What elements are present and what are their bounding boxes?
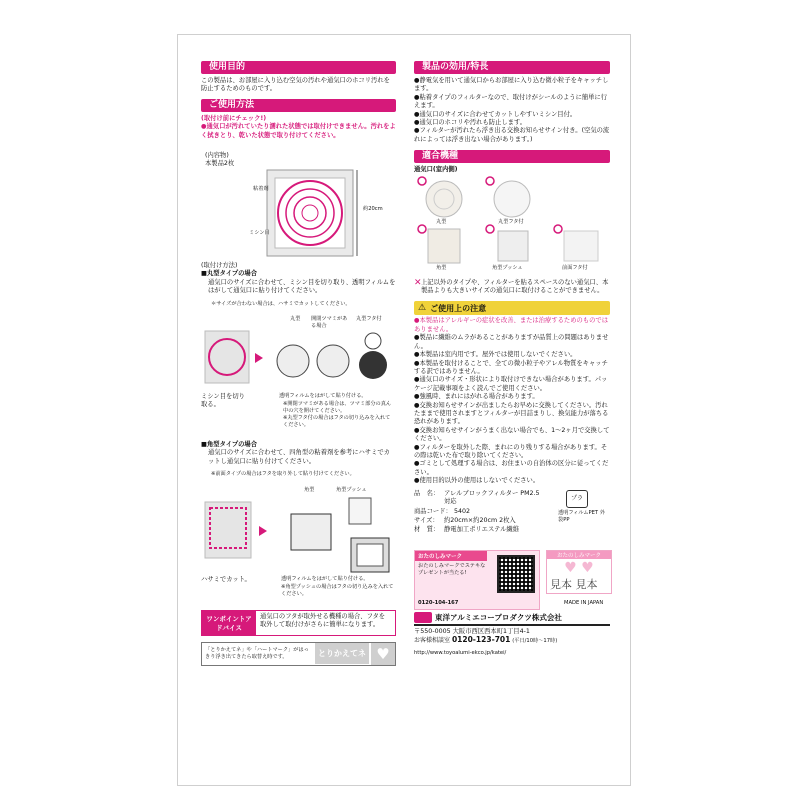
promo-title: おたのしみマーク xyxy=(415,551,487,561)
caution-item: ●通気口のサイズ・形状により取付けできない場合があります。パッケージ記載事項をよく読んでご使用ください。 xyxy=(414,376,608,392)
spec-size-label: サイズ： xyxy=(414,516,439,524)
round-cut-caption: ミシン目を切り取る。 xyxy=(201,393,245,409)
phone-number: 0120-123-701 xyxy=(451,635,511,644)
spec-material-value: 静電加工ポリエステル繊維 xyxy=(444,525,519,533)
tip-label: ワンポイントアドバイス xyxy=(202,611,256,635)
phone-row xyxy=(414,636,610,645)
replace-box xyxy=(201,642,396,666)
round-note3: ※丸型フタ付の場合はフタの切り込みを入れてください。 xyxy=(283,415,391,429)
caution-item: ●本製品を取付けることで、全ての微小粒子やアレル物質をキャッチする訳ではありません。 xyxy=(414,359,608,375)
caution-item: ●製品に繊維のムラがあることがありますが品質上の問題はありません。 xyxy=(414,334,609,350)
features-heading: 製品の効用/特長 xyxy=(414,61,610,74)
feature-item: ●通気口のサイズに合わせてカットしやすいミシン目付。 xyxy=(414,110,577,118)
cross-icon: ✕ xyxy=(414,277,422,288)
feature-item: ●粘着タイプのフィルターなので、取付けがシールのように簡単に行えます。 xyxy=(414,93,608,110)
precheck-label: (取付け前にチェック!) xyxy=(201,114,267,122)
compat-ng xyxy=(414,279,610,296)
purpose-heading: 使用目的 xyxy=(201,61,396,74)
square-film-caption: 透明フィルムをはがして貼り付ける。 xyxy=(281,575,369,582)
square-note: ※前面タイプの場合はフタを取り外して貼り付けてください。 xyxy=(211,471,355,478)
install-label: (取付け方法) xyxy=(201,262,238,270)
square-title: ■角型タイプの場合 xyxy=(201,441,258,449)
caution-list xyxy=(414,317,610,485)
company-logo-icon xyxy=(414,612,432,623)
spec-code-label: 商品コード： xyxy=(414,507,452,515)
tip-box xyxy=(201,610,396,636)
caution-header xyxy=(414,301,610,315)
compat-heading: 適合機種 xyxy=(414,150,610,163)
square-body: 通気口のサイズに合わせて、四角型の粘着剤を参考にハサミでカットし通気口に貼り付けてください。 xyxy=(208,449,390,465)
feature-item: ●通気口のホコリや汚れも防止します。 xyxy=(414,119,527,127)
vent-label: 丸型 xyxy=(436,218,447,225)
square-type1: 角型 xyxy=(304,486,315,493)
square-note2: ※角型プッシュの場合はフタの切り込みを入れてください。 xyxy=(281,583,394,597)
recycle-mark-icon: プラ xyxy=(566,490,588,508)
tip-body: 通気口のフタが取外せる機種の場合、フタを取外して取付けがさらに簡単になります。 xyxy=(260,612,386,629)
caution-item: ●交換お知らせサインがうまく出ない場合でも、1～2ヶ月で交換してください。 xyxy=(414,426,610,443)
spec-material-label: 材 質： xyxy=(414,525,440,533)
feature-item: ●フィルターが汚れたら浮き出る交換お知らせサイン付き。(空気の流れによっては浮き出ない場合があります。) xyxy=(414,127,610,143)
qr-code xyxy=(497,555,535,593)
howto-heading: ご使用方法 xyxy=(201,99,396,112)
filter-sheet-illustration xyxy=(249,162,365,258)
round-steps-illustration xyxy=(201,325,396,395)
company-row xyxy=(414,612,610,626)
company-name: 東洋アルミエコープロダクツ株式会社 xyxy=(435,612,562,622)
spec-code-value: 5402 xyxy=(454,507,471,515)
promo-box xyxy=(414,550,540,610)
caution-heading: ご使用上の注意 xyxy=(430,303,487,313)
recycle-label: 透明フィルムPET 外袋PP xyxy=(558,509,605,523)
company-address: 〒550-0005 大阪市西区西本町1丁目4-1 xyxy=(414,627,530,635)
vent-label: 角型 xyxy=(436,264,447,271)
caution-item: ●強風時、まれにはがれる場合があります。 xyxy=(414,393,539,401)
heart-icon: ♥ ♥ xyxy=(564,559,594,576)
caution-item: ●使用目的以外の使用はしないでください。 xyxy=(414,477,540,485)
round-illustrations xyxy=(201,313,396,433)
phone-label: お客様相談室 xyxy=(414,637,451,644)
adhesive-label: 粘着剤 xyxy=(253,186,269,193)
square-type2: 角型プッシュ xyxy=(336,486,367,493)
spec-name-label: 品 名： xyxy=(414,489,440,497)
square-steps-illustration xyxy=(201,494,396,574)
product-back-label xyxy=(177,34,631,786)
contents-diagram xyxy=(201,150,396,258)
replace-badge: とりかえてネ xyxy=(315,643,369,664)
round-film-caption: 透明フィルムをはがして貼り付ける。 xyxy=(279,393,367,400)
warning-icon: ⚠ xyxy=(418,303,427,314)
feature-item: ●静電気を用いて通気口からお部屋に入り込む微小粒子をキャッチします。 xyxy=(414,77,609,93)
caution-item: ●ゴミとして処理する場合は、お住まいの自治体の区分に従ってください。 xyxy=(414,460,609,476)
made-in: MADE IN JAPAN xyxy=(564,599,604,606)
promo-phone: 0120-104-167 xyxy=(418,599,459,606)
replace-text: 「とりかえてネ」や「ハートマーク」がはっきり浮き出てきたら取替え時です。 xyxy=(205,646,309,660)
round-type2: 開閉ツマミがある場合 xyxy=(311,316,348,330)
purpose-body: この製品は、お部屋に入り込む空気の汚れや通気口のホコリ汚れを防止するためのものです。 xyxy=(201,77,390,93)
vent-label: 丸型フタ付 xyxy=(498,218,524,225)
square-cut-caption: ハサミでカット。 xyxy=(201,575,251,583)
caution-item: ●本製品は室内用です。屋外では使用しないでください。 xyxy=(414,351,577,359)
size-label: 約20cm xyxy=(363,206,383,213)
round-note: ＊サイズが合わない場合は、ハサミでカットしてください。 xyxy=(211,300,351,307)
round-body: 通気口のサイズに合わせて、ミシン目を切り取り、透明フィルムをはがして通気口に貼り付けてください。 xyxy=(208,278,396,295)
heart-icon: ♥ xyxy=(371,643,395,665)
right-column xyxy=(414,61,610,662)
contents-label: (内容物) xyxy=(205,152,229,160)
round-title: ■丸型タイプの場合 xyxy=(201,270,258,278)
contents-value: 本製品2枚 xyxy=(205,160,235,168)
phone-hours: (平日/10時～17時) xyxy=(512,638,558,644)
mihon-stamp: 見本 見本 xyxy=(550,577,598,591)
spec-size-value: 約20cm×約20cm 2枚入 xyxy=(444,516,516,524)
spec-table xyxy=(414,490,610,546)
vent-label: 前面フタ付 xyxy=(562,264,588,271)
otanoshimi-label: おたのしみマーク xyxy=(547,551,611,559)
promo-sub: おたのしみマークでステキなプレゼントが当たる! xyxy=(418,562,486,576)
left-column xyxy=(201,61,396,666)
spec-name-value: アレルブロックフィルター PM2.5対応 xyxy=(444,489,540,505)
caution-item: ●本製品はアレルギーの症状を改善、または治療するためのものではありません。 xyxy=(414,317,608,333)
perforation-label: ミシン目 xyxy=(249,230,270,237)
round-type3: 丸型フタ付 xyxy=(356,316,382,323)
promo-area xyxy=(414,550,610,612)
compat-ng-text: 上記以外のタイプや、フィルターを貼るスペースのない通気口、本製品よりも大きいサイズの通気口に取付けることができません。 xyxy=(421,278,609,295)
round-note2: ※開閉ツマミがある場合は、ツマミ部分の真ん中の穴を開けてください。 xyxy=(283,401,392,415)
caution-item: ●フィルターを取外した際、まれにのり残りする場合があります。その際は乾いた布で取り除いてください。 xyxy=(414,443,608,459)
compat-sub: 通気口(室内側) xyxy=(414,166,458,174)
caution-item: ●交換お知らせサインが出ましたらお早めに交換してください。汚れたままで使用されますとフィルターが目詰まりし、換気能力が落ちる恐れがあります。 xyxy=(414,401,609,426)
company-url: http://www.toyoalumi-ekco.jp/katei/ xyxy=(414,650,507,657)
vent-types-grid xyxy=(414,175,610,275)
precheck-warning: ●通気口が汚れていたり濡れた状態では取付けできません。汚れをよく拭きとり、乾いた状態で取り付けてください。 xyxy=(201,123,396,139)
square-illustrations xyxy=(201,484,396,600)
features-list xyxy=(414,77,610,144)
vent-label: 角型プッシュ xyxy=(492,264,523,271)
round-type1: 丸型 xyxy=(290,316,301,323)
